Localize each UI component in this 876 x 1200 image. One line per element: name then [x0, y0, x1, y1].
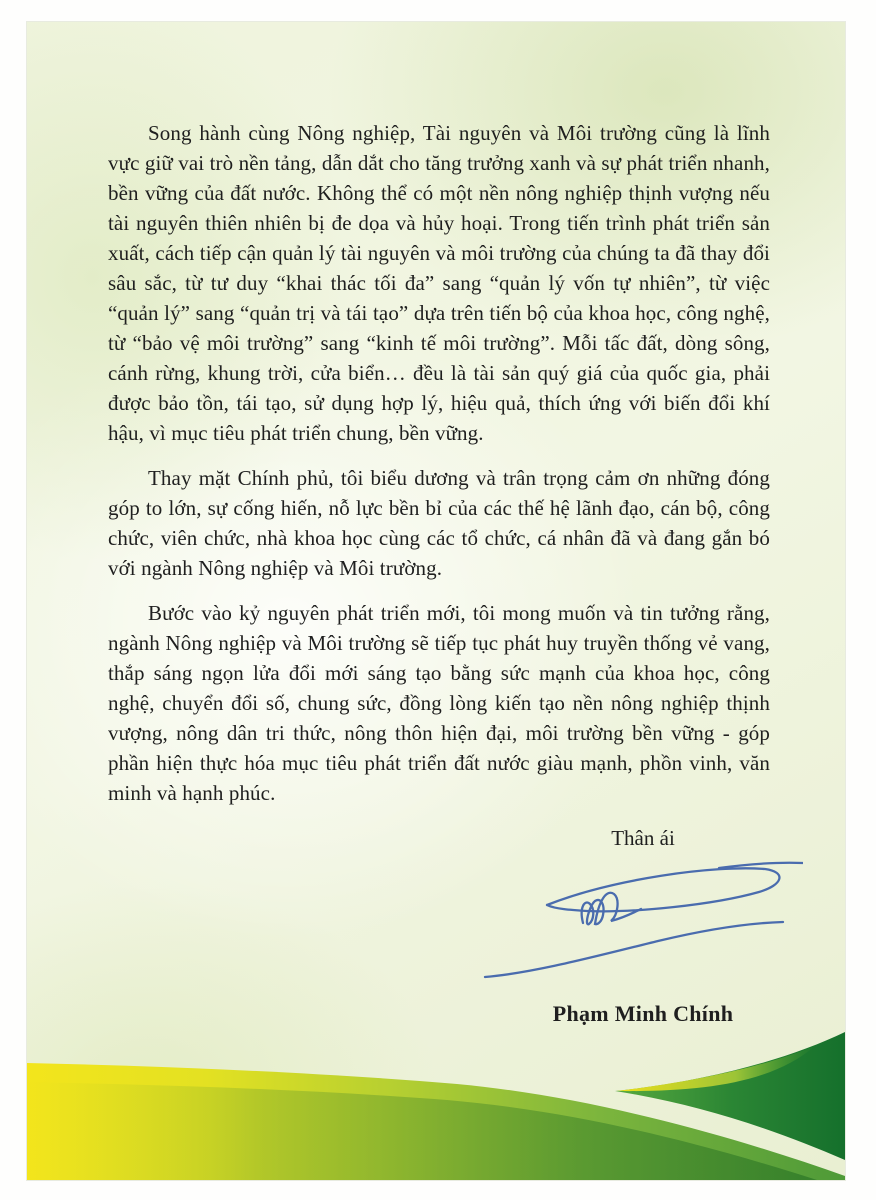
signer-name: Phạm Minh Chính — [552, 1001, 734, 1026]
closing-block — [478, 823, 808, 1027]
letter-paragraph: Song hành cùng Nông nghiệp, Tài nguyên và Môi trường cũng là lĩnh vực giữ vai trò nền tảng, dẫn dắt cho tăng trưởng xanh và sự phát triển nhanh, bền vững của đất nước. Không thể có một nền nông nghiệp thịnh vượng nếu tài nguyên thiên nhiên bị đe dọa và hủy hoại. Trong tiến trình phát triển sản xuất, cách tiếp cận quản lý tài nguyên và môi trường của chúng ta đã thay đổi sâu sắc, từ tư duy “khai thác tối đa” sang “quản lý vốn tự nhiên”, từ việc “quản lý” sang “quản trị và tái tạo” dựa trên tiến bộ của khoa học, công nghệ, từ “bảo vệ môi trường” sang “kinh tế môi trường”. Mỗi tấc đất, dòng sông, cánh rừng, khung trời, cửa biển… đều là tài sản quý giá của quốc gia, phải được bảo tồn, tái tạo, sử dụng hợp lý, hiệu quả, thích ứng với biến đổi khí hậu, vì mục tiêu phát triển chung, bền vững. — [108, 121, 770, 445]
letter-body — [108, 118, 770, 1027]
footer-wave-icon — [27, 1030, 845, 1180]
signature-icon — [483, 859, 803, 989]
closing-salutation: Thân ái — [611, 826, 675, 850]
letter-paragraph: Thay mặt Chính phủ, tôi biểu dương và trân trọng cảm ơn những đóng góp to lớn, sự cống hiến, nỗ lực bền bỉ của các thế hệ lãnh đạo, cán bộ, công chức, viên chức, nhà khoa học cùng các tổ chức, cá nhân đã và đang gắn bó với ngành Nông nghiệp và Môi trường. — [108, 466, 770, 580]
letter-page — [27, 22, 845, 1180]
letter-paragraph: Bước vào kỷ nguyên phát triển mới, tôi mong muốn và tin tưởng rằng, ngành Nông nghiệp và Môi trường sẽ tiếp tục phát huy truyền thống vẻ vang, thắp sáng ngọn lửa đổi mới sáng tạo bằng sức mạnh của khoa học, công nghệ, chuyển đổi số, chung sức, đồng lòng kiến tạo nền nông nghiệp thịnh vượng, nông dân tri thức, nông thôn hiện đại, môi trường bền vững - góp phần hiện thực hóa mục tiêu phát triển đất nước giàu mạnh, phồn vinh, văn minh và hạnh phúc. — [108, 601, 770, 805]
